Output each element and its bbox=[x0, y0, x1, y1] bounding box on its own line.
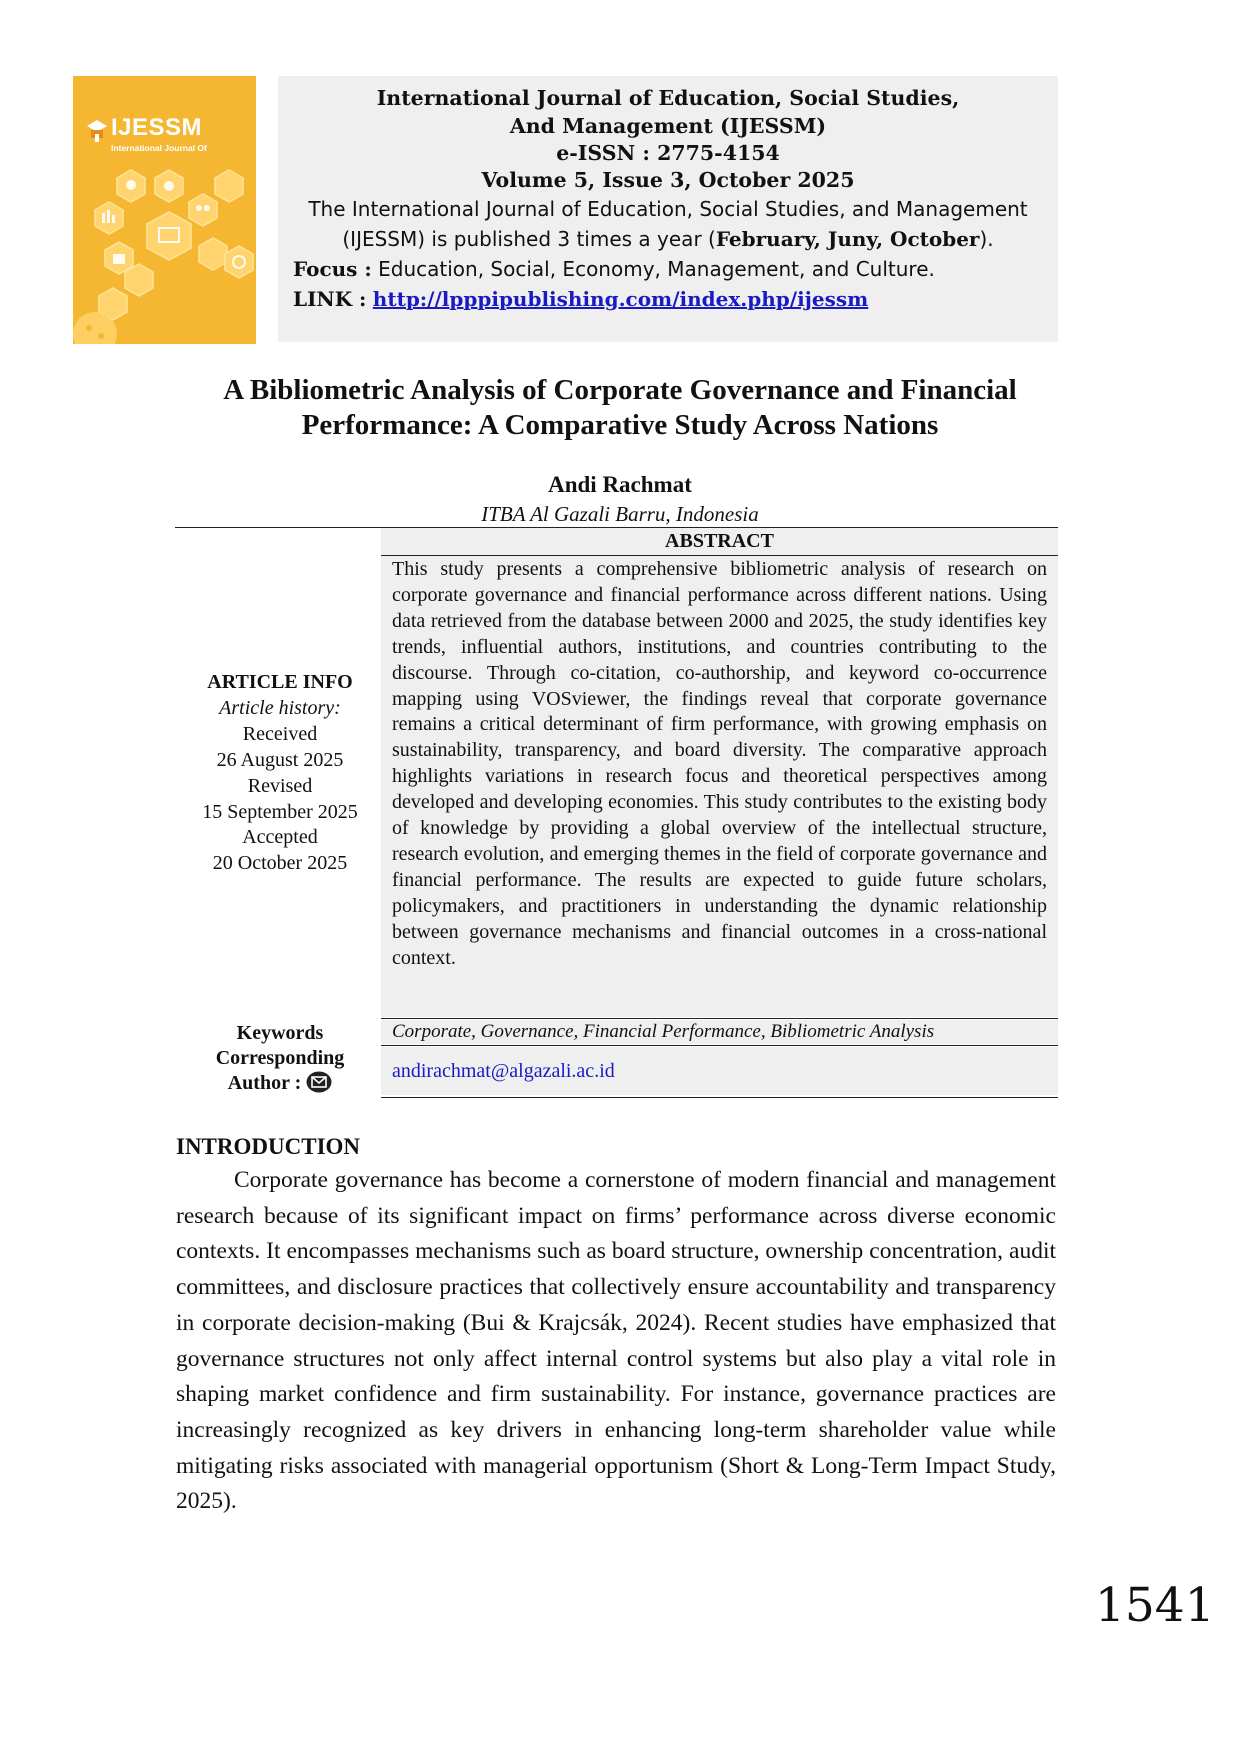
journal-volume: Volume 5, Issue 3, October 2025 bbox=[481, 168, 855, 192]
publication-line1: The International Journal of Education, Social Studies, and Management bbox=[308, 197, 1028, 221]
article-info bbox=[175, 670, 385, 877]
cover-logo-subtitle: International Journal Of bbox=[111, 143, 207, 153]
cover-logo-text: IJESSM bbox=[111, 114, 203, 141]
author-affiliation: ITBA Al Gazali Barru, Indonesia bbox=[481, 502, 759, 526]
abstract-heading: ABSTRACT bbox=[665, 530, 774, 552]
journal-logo bbox=[87, 114, 247, 154]
journal-issn: e-ISSN : 2775-4154 bbox=[556, 141, 780, 165]
focus-label: Focus : bbox=[293, 257, 372, 281]
author-name: Andi Rachmat bbox=[548, 472, 692, 497]
journal-name-line2: And Management (IJESSM) bbox=[509, 114, 827, 138]
received-label: Received bbox=[242, 722, 318, 745]
table-bottom-rule bbox=[381, 1097, 1058, 1098]
keywords-text: Corporate, Governance, Financial Performance, Bibliometric Analysis bbox=[392, 1021, 935, 1042]
cover-hexagon-art bbox=[73, 168, 256, 344]
revised-label: Revised bbox=[247, 774, 313, 797]
focus-text: Education, Social, Economy, Management, and Culture. bbox=[371, 257, 935, 281]
gear-icon bbox=[215, 170, 243, 202]
journal-name-line1: International Journal of Education, Social Studies, bbox=[376, 86, 960, 110]
corresponding-email[interactable]: andirachmat@algazali.ac.id bbox=[392, 1060, 615, 1082]
revised-date: 15 September 2025 bbox=[202, 800, 358, 823]
publication-line2: (IJESSM) is published 3 times a year (February, Juny, October). bbox=[342, 227, 994, 251]
journal-cover bbox=[73, 76, 256, 344]
link-line bbox=[278, 284, 1058, 314]
journal-header bbox=[278, 76, 1058, 342]
article-history-label: Article history: bbox=[219, 696, 341, 719]
article-title: A Bibliometric Analysis of Corporate Governance and Financial Performance: A Comparative Study Across Nations bbox=[223, 374, 1017, 441]
received-date: 26 August 2025 bbox=[216, 748, 344, 771]
screen-icon bbox=[147, 212, 191, 260]
people-icon bbox=[189, 194, 217, 226]
focus-line bbox=[278, 254, 1058, 284]
mail-icon bbox=[306, 1071, 332, 1093]
introduction-paragraph: Corporate governance has become a cornerstone of modern financial and management research because of its significant impact on firms’ performance across diverse economic contexts. It encompasses mechanisms such as board structure, ownership concentration, audit committees, and disclosure practices that collectively ensure accountability and transparency in corporate decision-making (Bui & Krajcsák, 2024). Recent studies have emphasized that governance structures not only affect internal control systems but also play a vital role in shaping market confidence and firm sustainability. For instance, governance practices are increasingly recognized as key drivers in enhancing long-term shareholder value while mitigating risks associated with managerial opportunism (Short & Long-Term Impact Study, 2025). bbox=[176, 1167, 1056, 1515]
article-info-heading: ARTICLE INFO bbox=[207, 671, 353, 693]
accepted-label: Accepted bbox=[242, 826, 318, 849]
globe-icon bbox=[225, 246, 253, 278]
abstract-text: This study presents a comprehensive bibliometric analysis of research on corporate governance and financial performance across different nations. Using data retrieved from the database between 2000 and 2025, the study identifies key trends, influential authors, institutions, and countries contributing to the discourse. Through co-citation, co-authorship, and keyword co-occurrence mapping using VOSviewer, the findings reveal that corporate governance remains a critical determinant of firm performance, with growing emphasis on sustainability, transparency, and board diversity. The comparative approach highlights variations in research focus and theoretical perspectives among developed and developing economies. This study contributes to the existing body of knowledge by providing a global overview of the intellectual structure, research evolution, and emerging themes in the field of corporate governance and financial performance. The results are expected to guide future scholars, policymakers, and practitioners in understanding the dynamic relationship between governance mechanisms and financial outcomes in a cross-national context. bbox=[392, 558, 1047, 969]
accepted-date: 20 October 2025 bbox=[212, 852, 348, 875]
journal-link[interactable]: http://lpppipublishing.com/index.php/ijessm bbox=[372, 287, 869, 311]
publication-months: February, Juny, October bbox=[715, 227, 980, 251]
page-number: 1541 bbox=[1095, 1578, 1215, 1633]
keywords-label: Keywords bbox=[236, 1022, 324, 1044]
introduction-body bbox=[176, 1163, 1056, 1520]
logo-mark-icon bbox=[87, 120, 107, 142]
corresponding-author-label: Corresponding Author : bbox=[215, 1047, 345, 1094]
introduction-heading: INTRODUCTION bbox=[176, 1134, 361, 1159]
email-top-rule bbox=[381, 1045, 1058, 1046]
link-label: LINK : bbox=[293, 287, 367, 311]
